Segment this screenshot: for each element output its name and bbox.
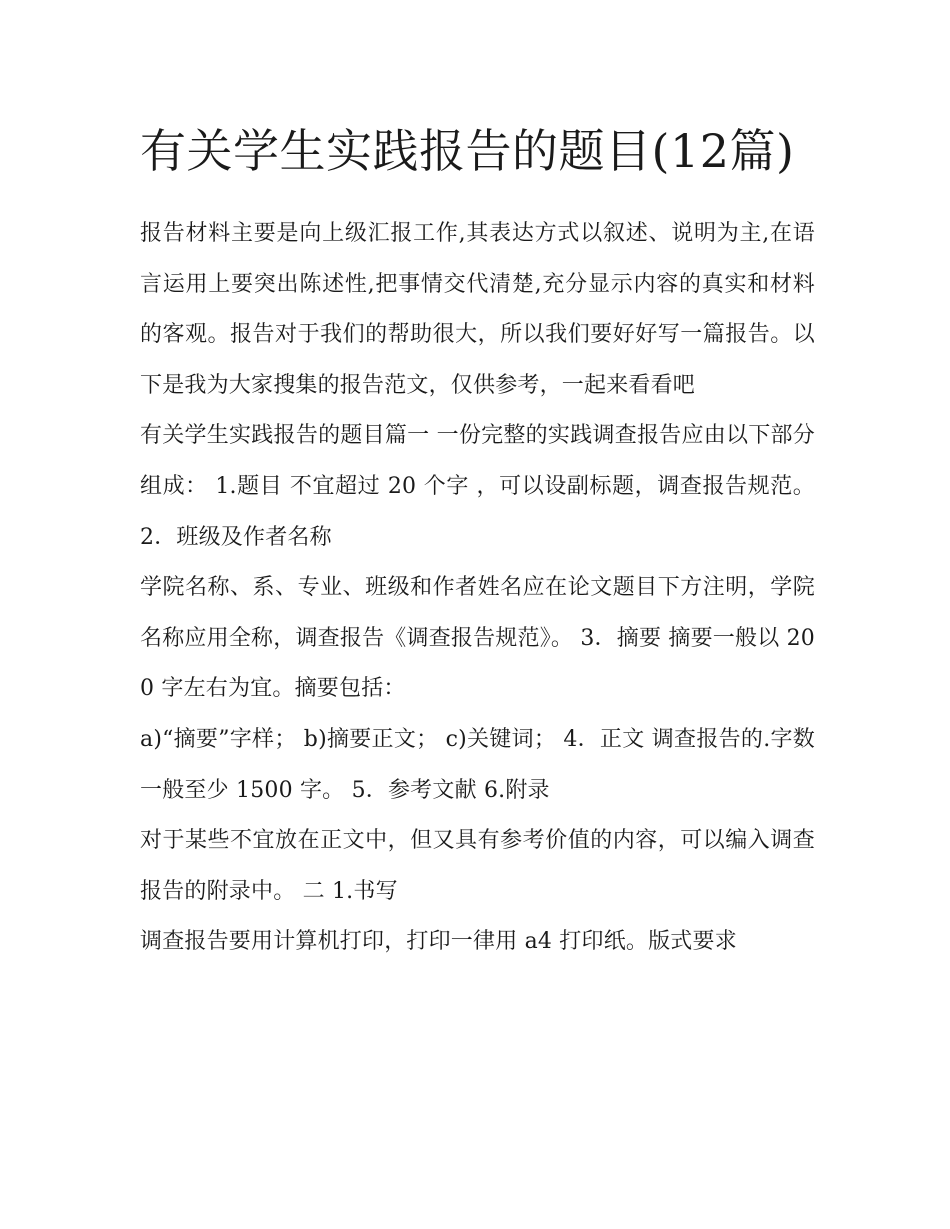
paragraph-section-3: a)“摘要”字样； b)摘要正文； c)关键词； 4．正文 调查报告的.字数一般至少 1500 字。 5．参考文献 6.附录 bbox=[140, 726, 815, 803]
paragraph-section-1: 有关学生实践报告的题目篇一 一份完整的实践调查报告应由以下部分组成： 1.题目 不宜超过 20 个字 ，可以设副标题，调查报告规范。 2．班级及作者名称 bbox=[140, 423, 815, 550]
paragraph-intro: 报告材料主要是向上级汇报工作,其表达方式以叙述、说明为主,在语言运用上要突出陈述性,把事情交代清楚,充分显示内容的真实和材料的客观。报告对于我们的帮助很大，所以我们要好好写一篇报告。以下是我为大家搜集的报告范文，仅供参考，一起来看看吧 bbox=[140, 221, 815, 398]
document-title bbox=[140, 112, 815, 190]
paragraph-section-4: 对于某些不宜放在正文中，但又具有参考价值的内容，可以编入调查报告的附录中。 二 1.书写 bbox=[140, 828, 815, 904]
paragraph-section-5: 调查报告要用计算机打印，打印一律用 a4 打印纸。版式要求 bbox=[140, 929, 737, 955]
paragraph-section-2: 学院名称、系、专业、班级和作者姓名应在论文题目下方注明，学院名称应用全称，调查报告《调查报告规范》。 3．摘要 摘要一般以 200 字左右为宜。摘要包括： bbox=[140, 575, 815, 702]
document-page bbox=[140, 112, 815, 968]
document-title-text: 有关学生实践报告的题目(12篇) bbox=[140, 124, 795, 178]
document-body bbox=[140, 209, 815, 968]
